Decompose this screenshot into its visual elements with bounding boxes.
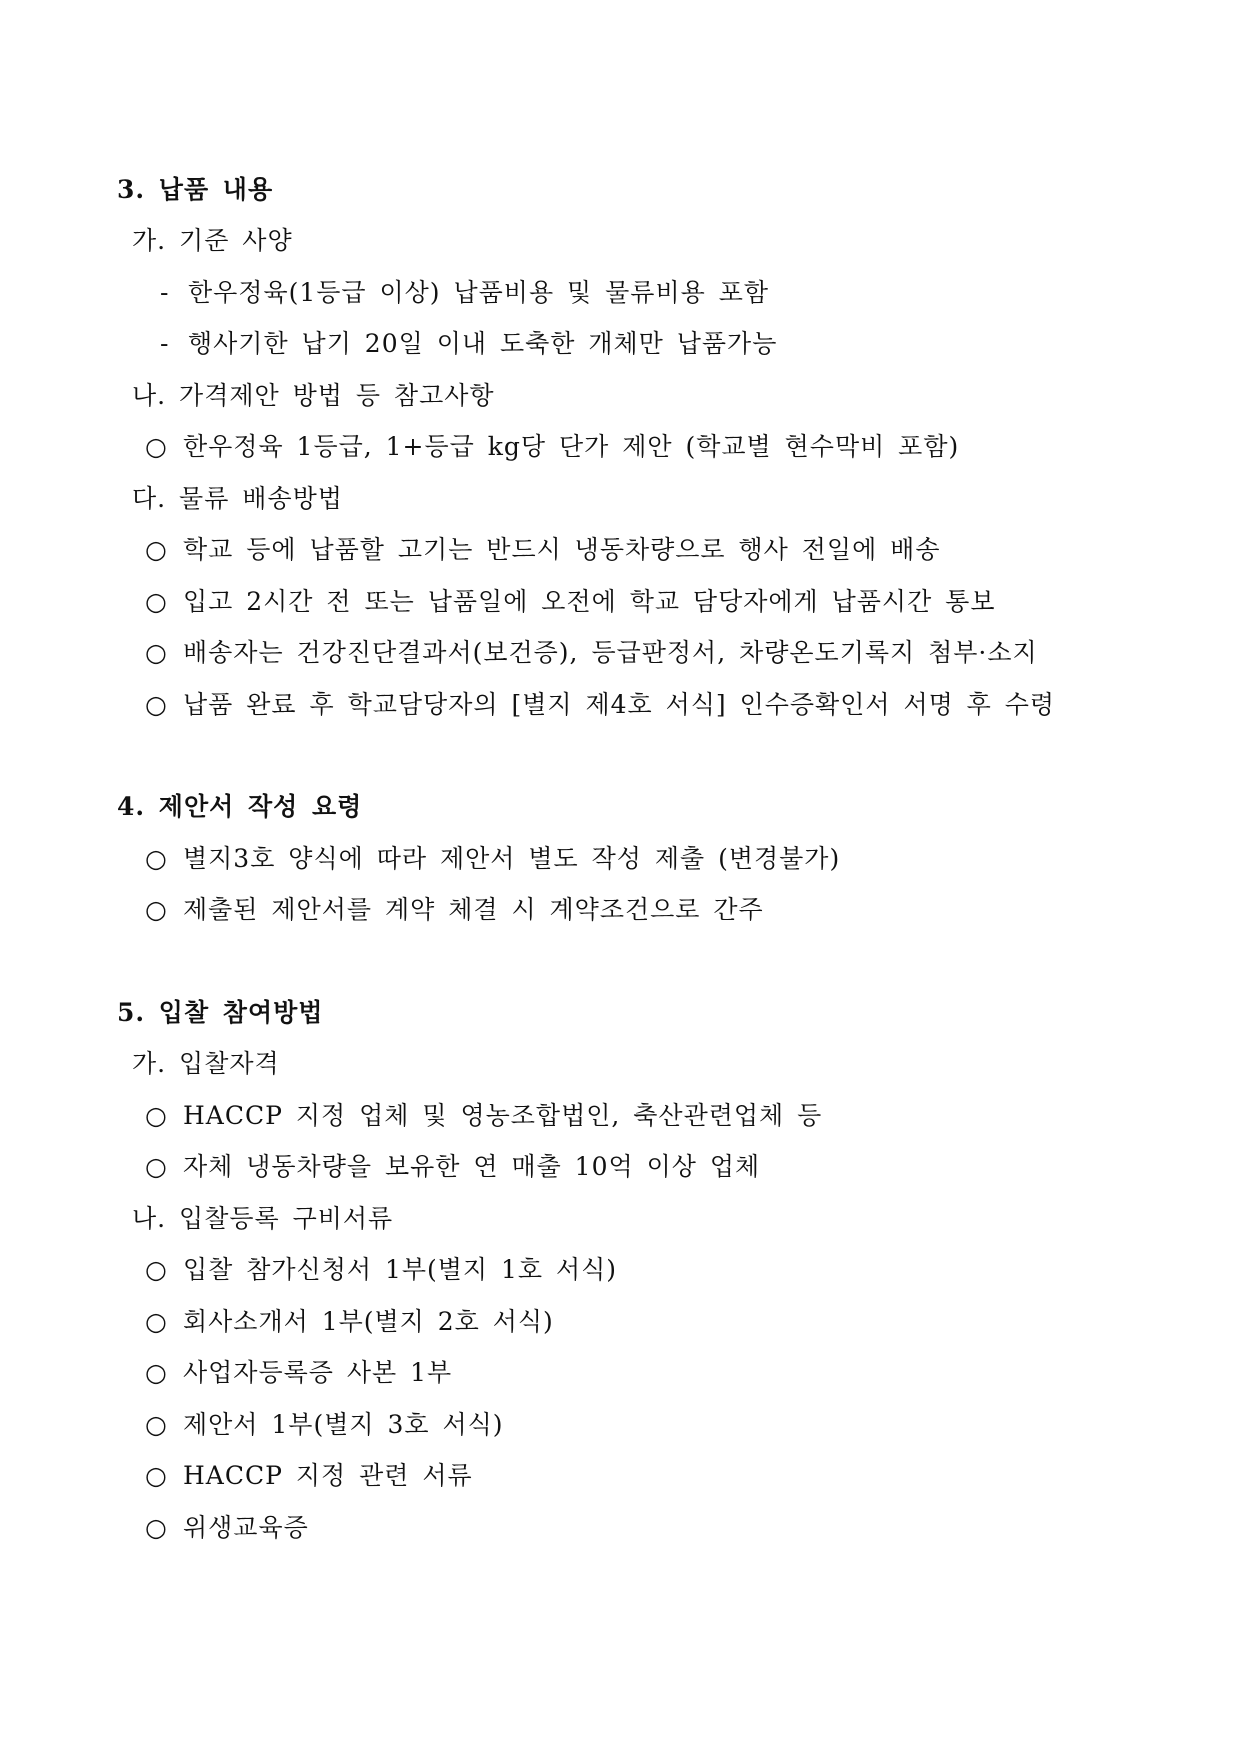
section-3-sub-b: 나. 가격제안 방법 등 참고사항	[132, 381, 495, 410]
item-text: 자체 냉동차량을 보유한 연 매출 10억 이상 업체	[183, 1152, 761, 1181]
circle-marker: ○	[145, 844, 168, 873]
circle-marker: ○	[145, 1513, 168, 1542]
list-item	[160, 328, 777, 360]
section-4-heading: 4. 제안서 작성 요령	[117, 792, 363, 821]
item-text: 입찰 참가신청서 1부(별지 1호 서식)	[183, 1255, 618, 1284]
circle-marker: ○	[145, 587, 168, 616]
list-item	[145, 534, 940, 566]
list-item	[145, 1254, 617, 1286]
list-item	[145, 1460, 473, 1492]
item-text: 학교 등에 납품할 고기는 반드시 냉동차량으로 행사 전일에 배송	[183, 535, 941, 564]
circle-marker: ○	[145, 1358, 168, 1387]
circle-marker: ○	[145, 1101, 168, 1130]
section-3-sub-c: 다. 물류 배송방법	[132, 484, 343, 513]
dash-marker: -	[160, 329, 170, 358]
item-text: 입고 2시간 전 또는 납품일에 오전에 학교 담당자에게 납품시간 통보	[183, 587, 996, 616]
circle-marker: ○	[145, 1307, 168, 1336]
dash-marker: -	[160, 278, 170, 307]
item-text: HACCP 지정 업체 및 영농조합법인, 축산관련업체 등	[183, 1101, 823, 1130]
list-item	[145, 1100, 822, 1132]
item-text: 회사소개서 1부(별지 2호 서식)	[183, 1307, 554, 1336]
list-item	[145, 894, 764, 926]
circle-marker: ○	[145, 1461, 168, 1490]
list-item	[145, 586, 995, 618]
list-item	[145, 843, 840, 875]
section-3-sub-a: 가. 기준 사양	[132, 226, 293, 255]
list-item	[145, 1409, 504, 1441]
circle-marker: ○	[145, 1152, 168, 1181]
list-item	[145, 637, 1038, 669]
circle-marker: ○	[145, 895, 168, 924]
item-text: 행사기한 납기 20일 이내 도축한 개체만 납품가능	[188, 329, 778, 358]
item-text: 납품 완료 후 학교담당자의 [별지 제4호 서식] 인수증확인서 서명 후 수령	[183, 690, 1056, 719]
circle-marker: ○	[145, 638, 168, 667]
item-text: HACCP 지정 관련 서류	[183, 1461, 473, 1490]
circle-marker: ○	[145, 432, 168, 461]
section-5-sub-a: 가. 입찰자격	[132, 1049, 280, 1078]
item-text: 제안서 1부(별지 3호 서식)	[183, 1410, 504, 1439]
item-text: 사업자등록증 사본 1부	[183, 1358, 453, 1387]
list-item	[145, 1357, 452, 1389]
circle-marker: ○	[145, 1255, 168, 1284]
item-text: 위생교육증	[183, 1513, 309, 1542]
item-text: 한우정육(1등급 이상) 납품비용 및 물류비용 포함	[188, 278, 769, 307]
section-3-heading: 3. 납품 내용	[117, 175, 274, 204]
list-item	[145, 431, 959, 463]
item-text: 별지3호 양식에 따라 제안서 별도 작성 제출 (변경불가)	[183, 844, 841, 873]
circle-marker: ○	[145, 535, 168, 564]
list-item	[145, 1151, 760, 1183]
item-text: 제출된 제안서를 계약 체결 시 계약조건으로 간주	[183, 895, 764, 924]
item-text: 배송자는 건강진단결과서(보건증), 등급판정서, 차량온도기록지 첨부·소지	[183, 638, 1038, 667]
list-item	[145, 1512, 309, 1544]
list-item	[145, 1306, 554, 1338]
section-5-sub-b: 나. 입찰등록 구비서류	[132, 1204, 394, 1233]
item-text: 한우정육 1등급, 1+등급 kg당 단가 제안 (학교별 현수막비 포함)	[183, 432, 960, 461]
circle-marker: ○	[145, 1410, 168, 1439]
list-item	[160, 277, 769, 309]
list-item	[145, 689, 1055, 721]
section-5-heading: 5. 입찰 참여방법	[117, 998, 324, 1027]
circle-marker: ○	[145, 690, 168, 719]
